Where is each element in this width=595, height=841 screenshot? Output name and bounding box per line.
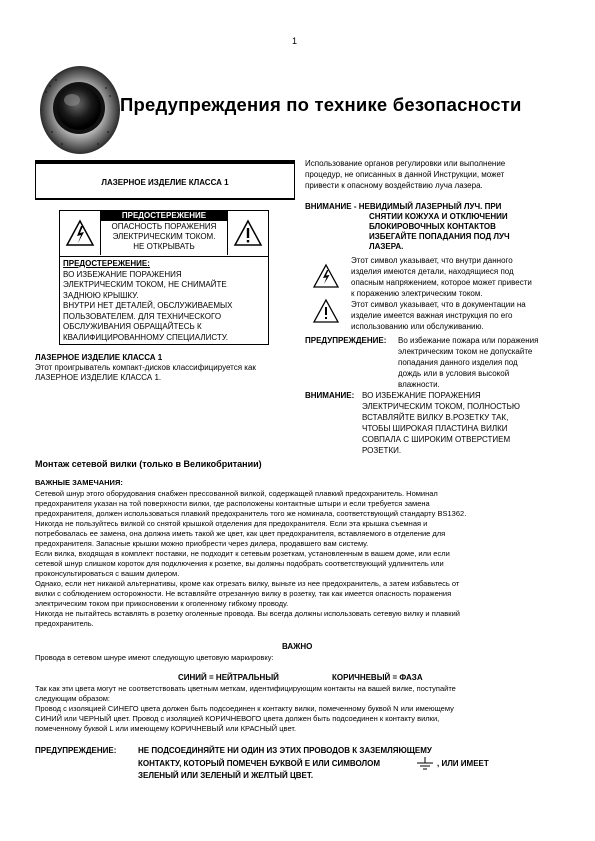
paragraph-line: потребовалась ее замена, она должна иметь такой же цвет, как цвет предохранителя, вставляемого в отделение для: [35, 529, 446, 538]
exclamation-triangle-icon: [312, 298, 340, 324]
caution-line: КВАЛИФИЦИРОВАННОМУ СПЕЦИАЛИСТУ.: [63, 332, 228, 342]
warning-line: ИЗБЕГАЙТЕ ПОПАДАНИЯ ПОД ЛУЧ: [369, 232, 510, 241]
fire-line: Во избежание пожара или поражения: [398, 336, 539, 345]
symbol1-line: к поражению электрическим током.: [351, 289, 483, 298]
colour-line: Провод с изоляцией СИНЕГО цвета должен быть подсоединен к контакту вилки, помеченному буквой N или имеющему: [35, 704, 454, 713]
blue-neutral-label: СИНИЙ = НЕЙТРАЛЬНЫЙ: [178, 673, 279, 682]
caution-line: ЭЛЕКТРИЧЕСКИМ ТОКОМ, НЕ СНИМАЙТЕ: [63, 280, 227, 289]
caution-line: ОБСЛУЖИВАНИЯ ОБРАЩАЙТЕСЬ К: [63, 322, 202, 331]
paragraph-line: проконсультироваться с вашим дилером.: [35, 569, 180, 578]
symbol1-line: опасным напряжением, которое может привести: [351, 278, 532, 287]
plug-line: СОВПАЛА С ШИРОКИМ ОТВЕРСТИЕМ: [362, 435, 511, 444]
plug-line: ЧТОБЫ ШИРОКАЯ ПЛАСТИНА ВИЛКИ: [362, 424, 508, 433]
laser-heading: ЛАЗЕРНОЕ ИЗДЕЛИЕ КЛАССА 1: [35, 353, 163, 362]
paragraph-line: предохранитель.: [35, 619, 94, 628]
paragraph-line: Если вилка, входящая в комплект поставки, не подходит к сетевым розеткам, установленным в вашем доме, или если: [35, 549, 450, 558]
symbol2-line: использованию или обслуживанию.: [351, 322, 484, 331]
caution-box-top: [60, 211, 268, 257]
fire-warning-label: ПРЕДУПРЕЖДЕНИЕ:: [305, 336, 387, 345]
warning-line: СНЯТИИ КОЖУХА И ОТКЛЮЧЕНИИ: [369, 212, 508, 221]
plug-line: ЭЛЕКТРИЧЕСКИМ ТОКОМ, ПОЛНОСТЬЮ: [362, 402, 520, 411]
caution-line: ВО ИЗБЕЖАНИЕ ПОРАЖЕНИЯ: [63, 269, 182, 279]
caution-box: [59, 210, 269, 345]
paragraph-line: Однако, если нет никакой альтернативы, кроме как отрезать вилку, выньте из нее предохранитель, а затем избавьтесь от: [35, 579, 460, 588]
brown-live-label: КОРИЧНЕВЫЙ = ФАЗА: [332, 673, 423, 682]
page-title: Предупреждения по технике безопасности: [120, 94, 522, 115]
paragraph-line: Никогда не пытайтесь вставлять в розетку оголенные провода. Вы всегда должны использовать сетевую вилку и плавкий: [35, 609, 460, 618]
symbol2-line: изделие имеется важная инструкция по его: [351, 311, 513, 320]
invisible-laser-warning: ВНИМАНИЕ - НЕВИДИМЫЙ ЛАЗЕРНЫЙ ЛУЧ. ПРИ: [305, 202, 502, 211]
paragraph-line: предохранителя, должен использоваться плавкий предохранитель того же номинала, соответствующий стандарту BS1362.: [35, 509, 467, 518]
intro-line: Использование органов регулировки или выполнение: [305, 159, 506, 168]
exclamation-warning-icon: [227, 211, 268, 255]
caution-bottom-text: [63, 259, 263, 343]
intro-line: привести к опасному воздействию луча лазера.: [305, 181, 483, 190]
fire-line: электрическим током не допускайте: [398, 347, 533, 356]
caution-text: ОПАСНОСТЬ ПОРАЖЕНИЯ ЭЛЕКТРИЧЕСКИМ ТОКОМ. НЕ ОТКРЫВАТЬ: [111, 222, 217, 251]
paragraph-line: предохранителя. Запасные крышки можно приобрести через дилера, продавшего вам систему.: [35, 539, 369, 548]
plug-line: РОЗЕТКИ.: [362, 446, 402, 455]
laser-line: ЛАЗЕРНОЕ ИЗДЕЛИЕ КЛАССА 1.: [35, 373, 162, 382]
symbol1-line: изделия имеются детали, находящиеся под: [351, 267, 514, 276]
colour-line: следующим образом:: [35, 694, 110, 703]
important-notes-heading: ВАЖНЫЕ ЗАМЕЧАНИЯ:: [35, 478, 123, 487]
colour-line: Так как эти цвета могут не соответствовать цветным меткам, идентифицирующим контакты на вашей вилке, поступайте: [35, 684, 456, 693]
plug-line: ВО ИЗБЕЖАНИЕ ПОРАЖЕНИЯ: [362, 391, 481, 400]
ground-symbol-icon: [415, 757, 435, 771]
paragraph-line: вилки с соблюдением осторожности. Не вставляйте отрезанную вилку в розетку, так как имеется опасность поражения: [35, 589, 452, 598]
caution-line: ЗАДНЮЮ КРЫШКУ.: [63, 290, 139, 300]
uk-plug-heading: Монтаж сетевой вилки (только в Великобритании): [35, 459, 262, 469]
important-heading: ВАЖНО: [282, 642, 313, 651]
fire-line: попадания данного изделия под: [398, 358, 518, 367]
caution-line: ПОЛЬЗОВАТЕЛЕМ. ДЛЯ ТЕХНИЧЕСКОГО: [63, 311, 222, 321]
caution-header: ПРЕДОСТЕРЕЖЕНИЕ: [101, 211, 227, 221]
caution-line: ВНУТРИ НЕТ ДЕТАЛЕЙ, ОБСЛУЖИВАЕМЫХ: [63, 301, 233, 310]
plug-line: ВСТАВЛЯЙТЕ ВИЛКУ В.РОЗЕТКУ ТАК,: [362, 413, 509, 422]
colour-line: СИНИЙ или ЧЕРНЫЙ цвет. Провод с изоляцией КОРИЧНЕВОГО цвета должен быть подсоединен к контакту вилки,: [35, 714, 440, 723]
intro-line: процедур, не описанных в данной Инструкции, может: [305, 170, 505, 179]
paragraph-line: Никогда не пользуйтесь вилкой со снятой крышкой отделения для предохранителя. Если эта крышка съемная и: [35, 519, 428, 528]
final-line-end: , ИЛИ ИМЕЕТ: [437, 759, 489, 768]
warning-line: БЛОКИРОВОЧНЫХ КОНТАКТОВ: [369, 222, 496, 231]
fire-line: влажности.: [398, 380, 440, 389]
fire-line: дождь или в условия высокой: [398, 369, 510, 378]
laser-line: Этот проигрыватель компакт-дисков классифицируется как: [35, 363, 256, 372]
laser-class1-box-label: ЛАЗЕРНОЕ ИЗДЕЛИЕ КЛАССА 1: [101, 178, 229, 187]
symbol2-line: Этот символ указывает, что в документации на: [351, 300, 526, 309]
lightning-triangle-icon: [312, 263, 340, 289]
speaker-logo: [32, 52, 122, 164]
final-line: НЕ ПОДСОЕДИНЯЙТЕ НИ ОДИН ИЗ ЭТИХ ПРОВОДОВ К ЗАЗЕМЛЯЮЩЕМУ: [138, 746, 432, 755]
laser-class1-box: [35, 160, 295, 200]
final-line: ЗЕЛЕНЫЙ ИЛИ ЗЕЛЕНЫЙ И ЖЕЛТЫЙ ЦВЕТ.: [138, 771, 314, 780]
caution-box-center: [101, 211, 227, 252]
plug-warning-label: ВНИМАНИЕ:: [305, 391, 355, 400]
final-line: КОНТАКТУ, КОТОРЫЙ ПОМЕЧЕН БУКВОЙ Е ИЛИ СИМВОЛОМ: [138, 759, 380, 768]
paragraph-line: электрическим током при прикосновении к оголенному гибкому проводу.: [35, 599, 289, 608]
paragraph-line: предохранителя указан на той поверхности вилки, где расположены контактные штыри и если требуется замена: [35, 499, 430, 508]
warning-line: ЛАЗЕРА.: [369, 242, 404, 251]
caution-bottom-title: ПРЕДОСТЕРЕЖЕНИЕ:: [63, 259, 150, 268]
paragraph-line: Сетевой шнур этого оборудования снабжен прессованной вилкой, содержащей плавкий предохранитель. Номинал: [35, 489, 438, 498]
lightning-warning-icon: [60, 211, 101, 255]
colour-intro: Провода в сетевом шнуре имеют следующую цветовую маркировку:: [35, 653, 274, 662]
page-number: 1: [292, 36, 298, 46]
final-warning-label: ПРЕДУПРЕЖДЕНИЕ:: [35, 746, 117, 755]
paragraph-line: сетевой шнур слишком короток для подключения к розетке, вы должны подобрать соответствующий удлинитель или: [35, 559, 444, 568]
symbol1-line: Этот символ указывает, что внутри данного: [351, 256, 513, 265]
colour-line: помеченному буквой L или имеющему КОРИЧНЕВЫЙ или КРАСНЫЙ цвет.: [35, 724, 297, 733]
